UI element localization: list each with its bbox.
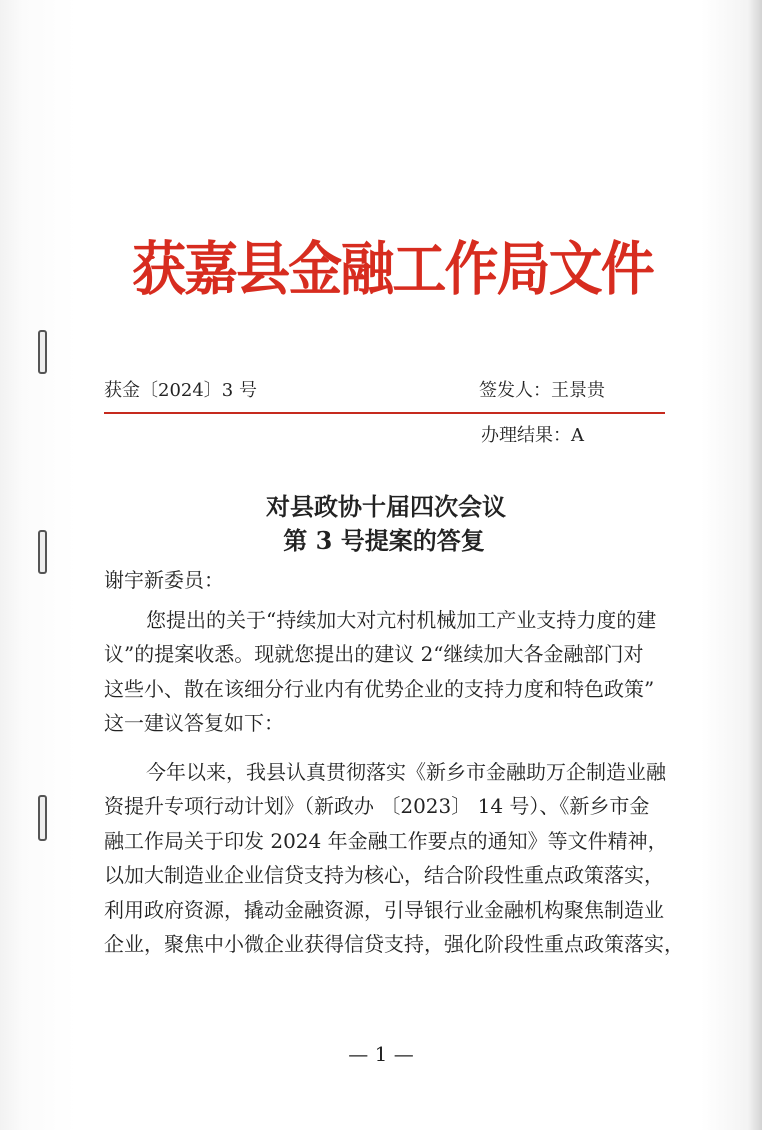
paragraph-line: 这些小、散在该细分行业内有优势企业的支持力度和特色政策” <box>104 676 655 701</box>
document-number: 获金〔2024〕3 号 <box>104 380 257 401</box>
staple-bottom <box>38 795 47 841</box>
paragraph-line: 您提出的关于“持续加大对亢村机械加工产业支持力度的建 <box>146 608 657 632</box>
subject-line-2: 第 3 号提案的答复 <box>283 526 485 555</box>
paragraph-1 <box>104 603 668 741</box>
paragraph-line: 融工作局关于印发 2024 年金融工作要点的通知》等文件精神， <box>104 828 668 853</box>
paragraph-2 <box>104 755 684 961</box>
page-number: — 1 — <box>348 1042 414 1066</box>
paragraph-line: 议”的提案收悉。现就您提出的建议 2“继续加大各金融部门对 <box>104 642 644 667</box>
handling-result: 办理结果：A <box>481 425 584 446</box>
signer: 签发人：王景贵 <box>479 380 605 401</box>
staple-top <box>38 330 47 374</box>
paragraph-line: 今年以来，我县认真贯彻落实《新乡市金融助万企制造业融 <box>146 760 666 784</box>
paragraph-line: 利用政府资源，撬动金融资源，引导银行业金融机构聚焦制造业 <box>104 897 664 922</box>
page-edge-shadow <box>748 0 762 1130</box>
red-header-rule <box>104 412 665 414</box>
paragraph-line: 以加大制造业企业信贷支持为核心，结合阶段性重点政策落实， <box>104 863 664 888</box>
paragraph-line: 资提升专项行动计划》（新政办 〔2023〕 14 号）、《新乡市金 <box>104 794 650 819</box>
subject-line-1: 对县政协十届四次会议 <box>266 492 506 521</box>
salutation: 谢宇新委员： <box>104 568 224 592</box>
document-header-title: 获嘉县金融工作局文件 <box>132 235 653 303</box>
paragraph-line: 企业，聚焦中小微企业获得信贷支持，强化阶段性重点政策落实， <box>104 932 684 957</box>
paragraph-line: 这一建议答复如下： <box>104 711 284 736</box>
